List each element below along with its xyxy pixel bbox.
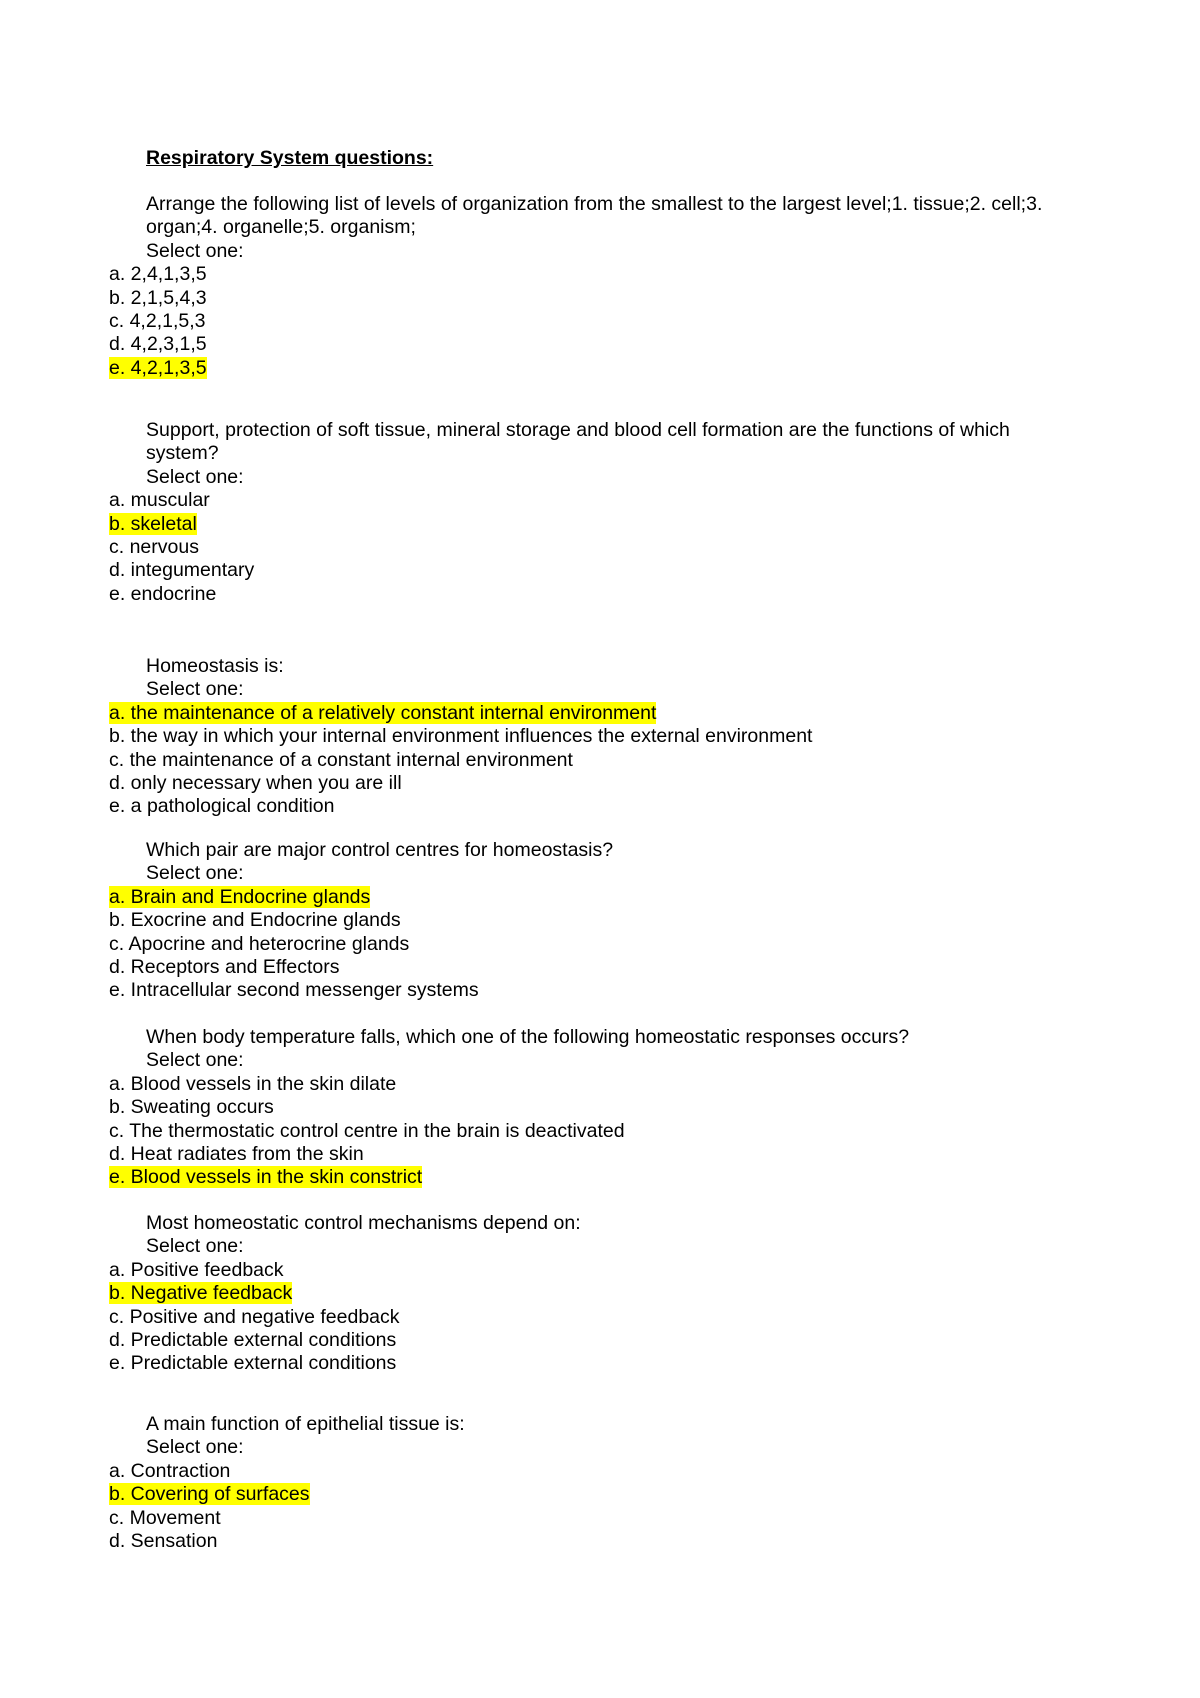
option-list <box>0 1073 1200 1190</box>
answer-option: c. The thermostatic control centre in the brain is deactivated <box>109 1119 625 1142</box>
option-list <box>0 1460 1200 1554</box>
select-one-label: Select one: <box>146 465 244 488</box>
answer-option: d. 4,2,3,1,5 <box>109 333 207 356</box>
answer-option: e. endocrine <box>109 582 217 605</box>
answer-option: d. Heat radiates from the skin <box>109 1143 364 1166</box>
document-title: Respiratory System questions: <box>146 147 434 169</box>
question-text: Arrange the following list of levels of organization from the smallest to the largest level;1. tissue;2. cell;3. organ;4. organelle;5. organism; <box>146 193 1043 239</box>
answer-option: c. 4,2,1,5,3 <box>109 310 206 333</box>
answer-option-highlighted: b. Covering of surfaces <box>109 1483 310 1506</box>
answer-option: e. a pathological condition <box>109 795 335 818</box>
answer-option: d. Sensation <box>109 1530 218 1553</box>
answer-option: a. Contraction <box>109 1459 231 1482</box>
answer-option: a. Blood vessels in the skin dilate <box>109 1072 397 1095</box>
answer-option: b. Exocrine and Endocrine glands <box>109 909 401 932</box>
select-one-label: Select one: <box>146 239 244 262</box>
answer-option: d. Receptors and Effectors <box>109 956 340 979</box>
answer-option-highlighted: a. the maintenance of a relatively constant internal environment <box>109 701 657 724</box>
answer-option: b. Sweating occurs <box>109 1096 274 1119</box>
answer-option: c. Movement <box>109 1506 221 1529</box>
answer-option-highlighted: e. Blood vessels in the skin constrict <box>109 1166 423 1189</box>
answer-option: e. Intracellular second messenger systems <box>109 979 479 1002</box>
option-list <box>0 886 1200 1003</box>
question-block <box>0 1413 1200 1553</box>
select-one-label: Select one: <box>146 1235 244 1258</box>
select-one-label: Select one: <box>146 862 244 885</box>
answer-option: d. integumentary <box>109 559 255 582</box>
question-text: Most homeostatic control mechanisms depend on: <box>146 1212 581 1234</box>
question-text: A main function of epithelial tissue is: <box>146 1413 465 1435</box>
option-list <box>0 263 1200 380</box>
question-text: When body temperature falls, which one of the following homeostatic responses occurs? <box>146 1026 910 1048</box>
answer-option-highlighted: b. Negative feedback <box>109 1282 293 1305</box>
question-block <box>0 193 1200 380</box>
question-text: Which pair are major control centres for homeostasis? <box>146 839 614 861</box>
answer-option: c. the maintenance of a constant internal environment <box>109 748 573 771</box>
select-one-label: Select one: <box>146 1436 244 1459</box>
answer-option: e. Predictable external conditions <box>109 1352 397 1375</box>
answer-option: d. only necessary when you are ill <box>109 772 402 795</box>
answer-option-highlighted: a. Brain and Endocrine glands <box>109 885 371 908</box>
answer-option: c. nervous <box>109 536 199 559</box>
answer-option-highlighted: e. 4,2,1,3,5 <box>109 356 207 379</box>
answer-option: a. muscular <box>109 489 210 512</box>
question-block <box>0 839 1200 1003</box>
select-one-label: Select one: <box>146 678 244 701</box>
answer-option: b. 2,1,5,4,3 <box>109 286 207 309</box>
question-block <box>0 655 1200 819</box>
answer-option: b. the way in which your internal environment influences the external environment <box>109 725 813 748</box>
question-block <box>0 1212 1200 1376</box>
question-block <box>0 419 1200 606</box>
option-list <box>0 702 1200 819</box>
answer-option: c. Apocrine and heterocrine glands <box>109 932 410 955</box>
answer-option: c. Positive and negative feedback <box>109 1305 400 1328</box>
question-text: Homeostasis is: <box>146 655 284 677</box>
question-block <box>0 1026 1200 1190</box>
answer-option: d. Predictable external conditions <box>109 1329 397 1352</box>
question-text: Support, protection of soft tissue, mineral storage and blood cell formation are the functions of which system? <box>146 419 1010 465</box>
option-list <box>0 489 1200 606</box>
answer-option: a. Positive feedback <box>109 1258 284 1281</box>
select-one-label: Select one: <box>146 1049 244 1072</box>
answer-option-highlighted: b. skeletal <box>109 512 197 535</box>
option-list <box>0 1259 1200 1376</box>
answer-option: a. 2,4,1,3,5 <box>109 263 207 286</box>
